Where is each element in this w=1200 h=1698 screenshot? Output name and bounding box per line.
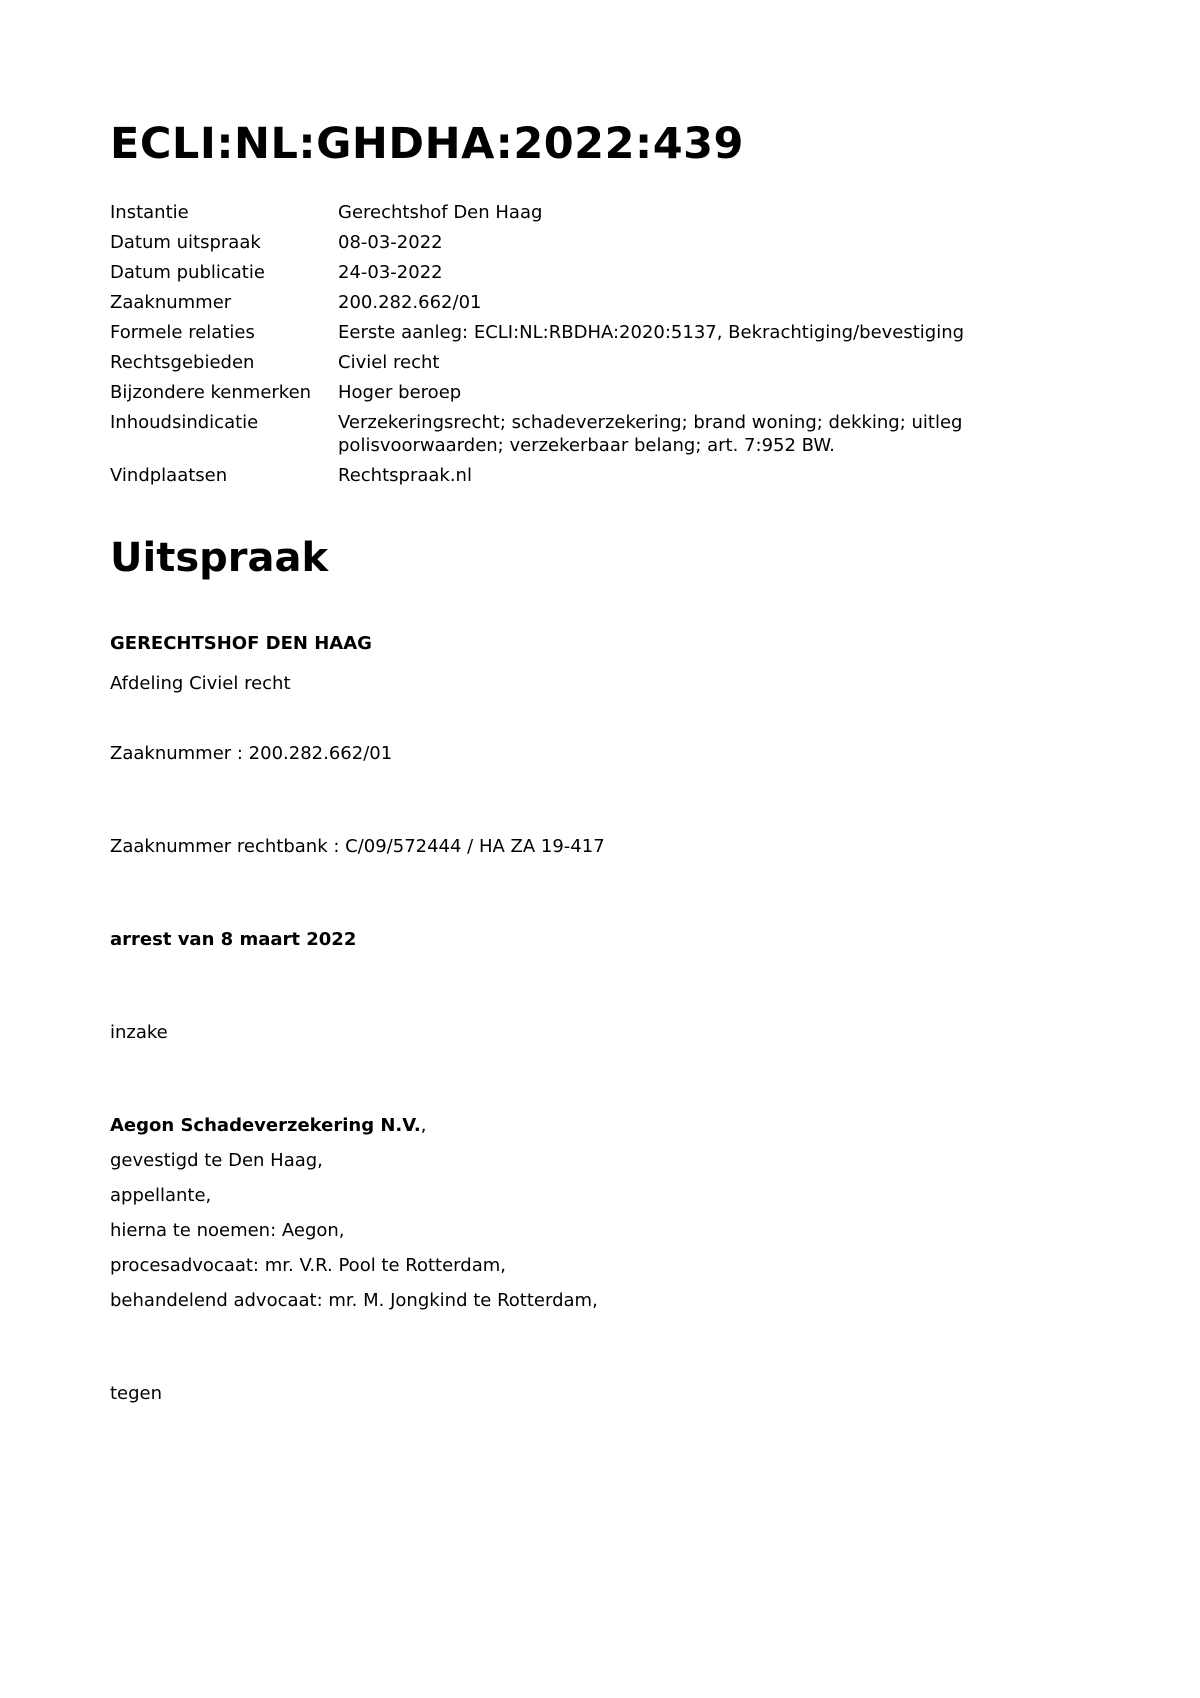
- section-heading-uitspraak: Uitspraak: [110, 535, 329, 581]
- summary-line-1: Verzekeringsrecht; schadeverzekering; brand woning; dekking; uitleg: [338, 412, 963, 433]
- metadata-label: Instantie: [110, 202, 189, 223]
- metadata-label: Inhoudsindicatie: [110, 412, 259, 433]
- tegen-text: tegen: [110, 1383, 163, 1404]
- metadata-value: 24-03-2022: [338, 262, 443, 283]
- metadata-value: [338, 411, 1110, 464]
- party-name-line: [110, 1114, 426, 1137]
- judgment-date: arrest van 8 maart 2022: [110, 929, 357, 950]
- metadata-row: [110, 291, 1110, 321]
- department: Afdeling Civiel recht: [110, 673, 291, 694]
- metadata-row: [110, 321, 1110, 351]
- party-name: Aegon Schadeverzekering N.V.: [110, 1115, 421, 1136]
- inzake-text: inzake: [110, 1022, 168, 1043]
- party-detail-line: procesadvocaat: mr. V.R. Pool te Rotterdam,: [110, 1255, 506, 1276]
- metadata-label: Datum uitspraak: [110, 232, 261, 253]
- metadata-value: Eerste aanleg: ECLI:NL:RBDHA:2020:5137, Bekrachtiging/bevestiging: [338, 322, 965, 343]
- metadata-value: 08-03-2022: [338, 232, 443, 253]
- court-case-number: Zaaknummer rechtbank : C/09/572444 / HA ZA 19-417: [110, 836, 605, 857]
- party-detail-line: gevestigd te Den Haag,: [110, 1150, 323, 1171]
- metadata-value: Civiel recht: [338, 352, 440, 373]
- case-number: Zaaknummer : 200.282.662/01: [110, 743, 393, 764]
- court-name: GERECHTSHOF DEN HAAG: [110, 633, 372, 654]
- metadata-label: Bijzondere kenmerken: [110, 382, 312, 403]
- metadata-row: [110, 411, 1110, 464]
- metadata-row: [110, 381, 1110, 411]
- party-detail-line: hierna te noemen: Aegon,: [110, 1220, 345, 1241]
- party-detail-line: behandelend advocaat: mr. M. Jongkind te Rotterdam,: [110, 1290, 598, 1311]
- metadata-label: Zaaknummer: [110, 292, 232, 313]
- metadata-value: Rechtspraak.nl: [338, 465, 472, 486]
- metadata-row: [110, 464, 1110, 494]
- summary-line-2: polisvoorwaarden; verzekerbaar belang; art. 7:952 BW.: [338, 435, 835, 456]
- metadata-row: [110, 201, 1110, 231]
- metadata-row: [110, 261, 1110, 291]
- metadata-row: [110, 351, 1110, 381]
- party-name-suffix: ,: [420, 1115, 427, 1136]
- metadata-label: Rechtsgebieden: [110, 352, 255, 373]
- metadata-label: Datum publicatie: [110, 262, 265, 283]
- party-detail-line: appellante,: [110, 1185, 212, 1206]
- metadata-label: Formele relaties: [110, 322, 255, 343]
- metadata-value: Hoger beroep: [338, 382, 462, 403]
- metadata-value: Gerechtshof Den Haag: [338, 202, 543, 223]
- metadata-value: 200.282.662/01: [338, 292, 482, 313]
- metadata-row: [110, 231, 1110, 261]
- metadata-table: [110, 201, 1110, 494]
- document-title: ECLI:NL:GHDHA:2022:439: [110, 119, 744, 169]
- metadata-label: Vindplaatsen: [110, 465, 228, 486]
